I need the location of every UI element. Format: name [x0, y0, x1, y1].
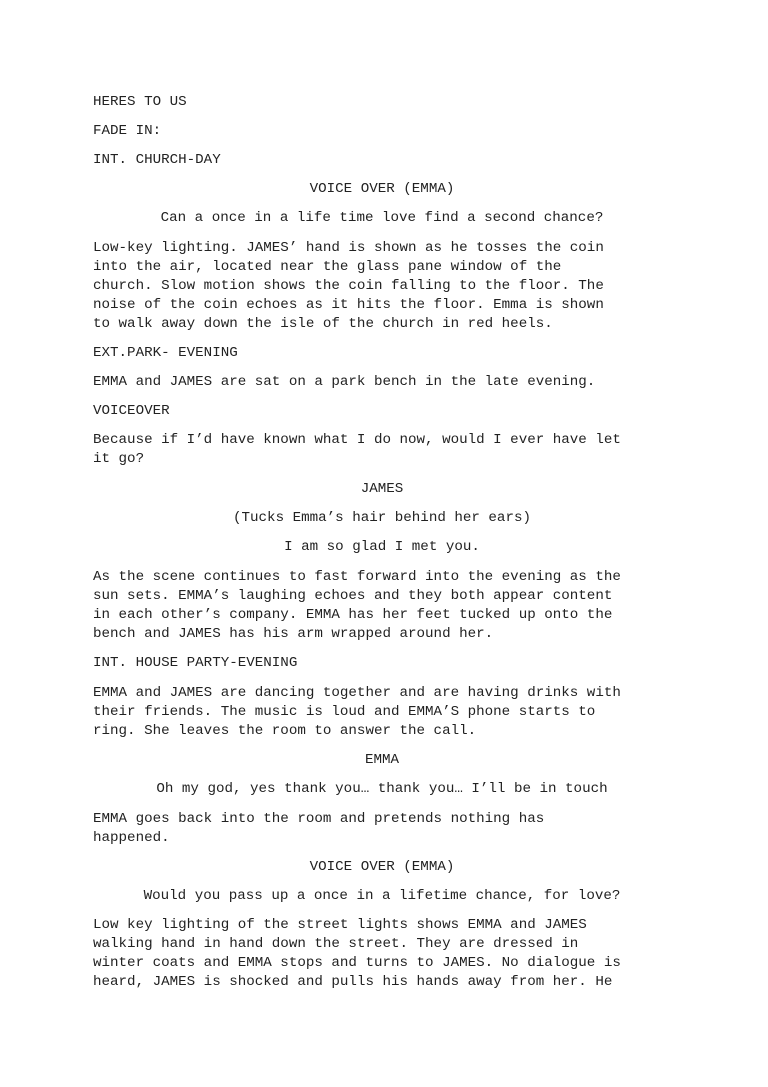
character-james: JAMES [360, 481, 404, 497]
action-line: to walk away down the isle of the church in red heels. [93, 316, 553, 332]
action-line: into the air, located near the glass pane window of the [93, 259, 562, 275]
action-line: their friends. The music is loud and EMMA’S phone starts to [93, 704, 596, 720]
action-line: bench and JAMES has his arm wrapped around her. [93, 626, 494, 642]
scene-heading-church: INT. CHURCH-DAY [93, 152, 221, 168]
action-line: Low-key lighting. JAMES’ hand is shown as he tosses the coin [93, 240, 604, 256]
voiceover-label: VOICEOVER [93, 403, 170, 419]
action-line: As the scene continues to fast forward into the evening as the [93, 569, 621, 585]
action-line: winter coats and EMMA stops and turns to JAMES. No dialogue is [93, 955, 621, 971]
action-line: Low key lighting of the street lights shows EMMA and JAMES [93, 917, 587, 933]
dialogue-emma: Oh my god, yes thank you… thank you… I’ll be in touch [156, 781, 608, 797]
scene-heading-house-party: INT. HOUSE PARTY-EVENING [93, 655, 298, 671]
character-voice-over-emma: VOICE OVER (EMMA) [309, 181, 455, 197]
action-line: noise of the coin echoes as it hits the floor. Emma is shown [93, 297, 604, 313]
dialogue-james: I am so glad I met you. [284, 539, 480, 555]
action-line: heard, JAMES is shocked and pulls his hands away from her. He [93, 974, 613, 990]
scene-heading-park: EXT.PARK- EVENING [93, 345, 238, 361]
action-line: sun sets. EMMA’s laughing echoes and they both appear content [93, 588, 613, 604]
parenthetical-james: (Tucks Emma’s hair behind her ears) [233, 510, 531, 526]
action-line: EMMA and JAMES are sat on a park bench in the late evening. [93, 374, 596, 390]
character-voice-over-emma-2: VOICE OVER (EMMA) [309, 859, 455, 875]
action-line: EMMA goes back into the room and pretends nothing has [93, 811, 545, 827]
transition-fade-in: FADE IN: [93, 123, 162, 139]
character-emma: EMMA [364, 752, 400, 768]
action-line: in each other’s company. EMMA has her feet tucked up onto the [93, 607, 613, 623]
action-line: EMMA and JAMES are dancing together and are having drinks with [93, 685, 621, 701]
dialogue-second-chance: Can a once in a life time love find a second chance? [160, 210, 604, 226]
action-line: walking hand in hand down the street. They are dressed in [93, 936, 579, 952]
script-title: HERES TO US [93, 94, 187, 110]
voiceover-line: Because if I’d have known what I do now, would I ever have let [93, 432, 621, 448]
action-line: church. Slow motion shows the coin falling to the floor. The [93, 278, 604, 294]
action-line: happened. [93, 830, 170, 846]
action-line: ring. She leaves the room to answer the call. [93, 723, 477, 739]
dialogue-lifetime-chance: Would you pass up a once in a lifetime chance, for love? [143, 888, 621, 904]
voiceover-line: it go? [93, 451, 145, 467]
